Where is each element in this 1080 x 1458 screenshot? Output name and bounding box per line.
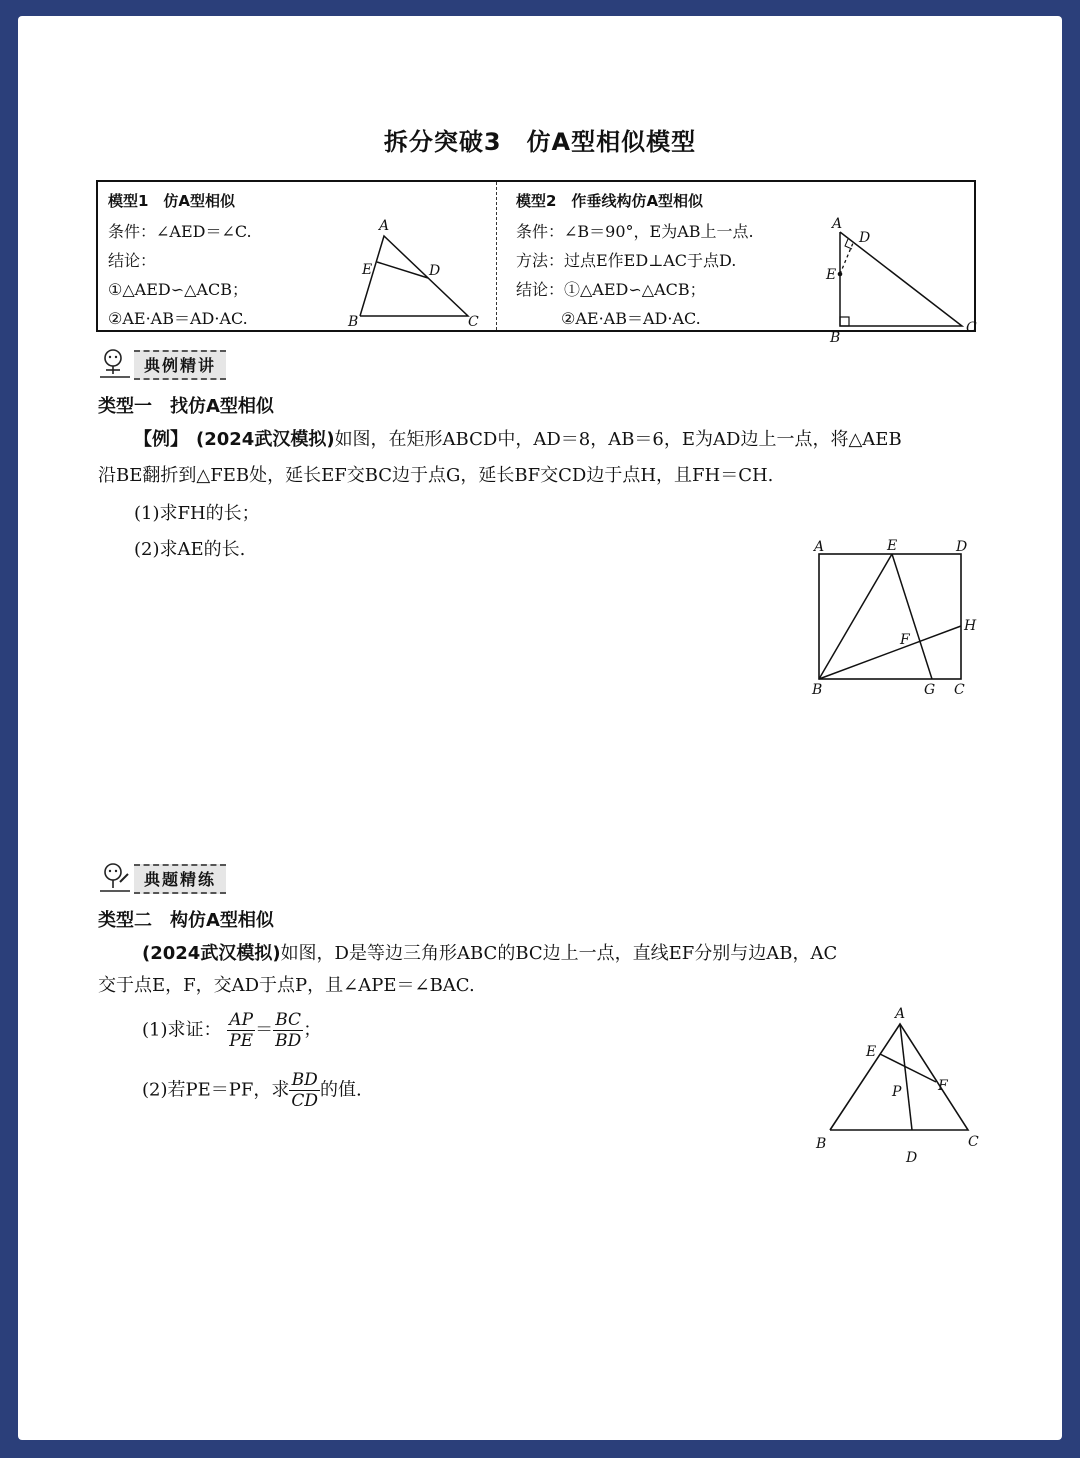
s1-label-F: F [900, 632, 910, 648]
model2-conclusion-1: 结论：①△AED∽△ACB； [516, 280, 706, 299]
m2-label-D: D [859, 230, 871, 246]
section1-question-2: (2)求AE的长. [134, 539, 246, 560]
q1-suffix: ； [303, 1019, 322, 1041]
section2-question-1 [142, 1010, 321, 1051]
section1-source: (2024武汉模拟) [196, 429, 335, 450]
s2-label-P: P [892, 1084, 902, 1100]
section2-problem-line2: 交于点E，F，交AD于点P，且∠APE＝∠BAC. [98, 975, 475, 996]
s2-label-E: E [866, 1044, 877, 1060]
m1-label-B: B [348, 314, 359, 330]
q2-frac-den: CD [291, 1091, 318, 1111]
model2-condition: 条件：∠B＝90°，E为AB上一点. [516, 222, 754, 241]
section2-line1-text: 如图，D是等边三角形ABC的BC边上一点，直线EF分别与边AB，AC [280, 943, 838, 964]
s1-label-B: B [812, 682, 823, 698]
model2-conclusion-2: ②AE·AB＝AD·AC. [561, 309, 701, 328]
model1-conclusion-label: 结论： [108, 251, 157, 270]
m1-label-E: E [362, 262, 373, 278]
s2-label-C: C [968, 1134, 979, 1150]
m2-label-E: E [826, 267, 837, 283]
model1-conclusion-1: ①△AED∽△ACB； [108, 280, 248, 299]
m1-label-A: A [379, 218, 390, 234]
m2-label-B: B [830, 330, 841, 346]
section1-type-heading: 类型一 找仿A型相似 [98, 396, 274, 417]
section1-badge: 典例精讲 [134, 350, 226, 380]
s2-label-A: A [895, 1006, 906, 1022]
s2-label-D: D [906, 1150, 918, 1166]
s1-label-C: C [954, 682, 965, 698]
s1-label-H: H [964, 618, 977, 634]
page-title: 拆分突破3 仿A型相似模型 [383, 128, 697, 156]
section1-badge-wrap [98, 346, 248, 380]
s2-label-B: B [816, 1136, 827, 1152]
mascot-icon [98, 346, 132, 380]
q1-fraction-ap-pe [227, 1010, 255, 1051]
mascot-pencil-icon [98, 860, 132, 894]
q1-frac2-num: BC [273, 1010, 303, 1031]
section2-figure [808, 1002, 988, 1166]
section1-figure [798, 534, 988, 698]
s1-label-A: A [814, 539, 825, 555]
model1-conclusion-2: ②AE·AB＝AD·AC. [108, 309, 248, 328]
m1-label-C: C [468, 314, 479, 330]
section1-problem-line1 [134, 422, 902, 458]
section2-question-2 [142, 1070, 362, 1111]
model1-condition: 条件：∠AED＝∠C. [108, 222, 252, 241]
q2-prefix: (2)若PE＝PF，求 [142, 1079, 290, 1101]
s1-label-E: E [887, 538, 898, 554]
q1-fraction-bc-bd [273, 1010, 303, 1051]
q1-frac1-den: PE [229, 1031, 254, 1051]
model-box [96, 180, 977, 346]
s1-label-G: G [924, 682, 936, 698]
q2-frac-num: BD [289, 1070, 320, 1091]
section1-problem-line2: 沿BE翻折到△FEB处，延长EF交BC边于点G，延长BF交CD边于点H，且FH＝CH. [98, 465, 774, 486]
model2-method: 方法：过点E作ED⊥AC于点D. [516, 251, 737, 270]
q1-frac1-num: AP [227, 1010, 255, 1031]
worksheet-page [18, 16, 1062, 1440]
section2-badge: 典题精练 [134, 864, 226, 894]
s2-label-F: F [938, 1078, 948, 1094]
m1-label-D: D [429, 263, 441, 279]
model2-heading: 模型2 作垂线构仿A型相似 [516, 192, 704, 210]
section2-problem-line1 [142, 936, 837, 972]
m2-label-A: A [832, 216, 843, 232]
example-tag: 【例】 [134, 429, 188, 450]
model1-heading: 模型1 仿A型相似 [108, 192, 236, 210]
q2-suffix: 的值. [320, 1079, 362, 1101]
q1-frac2-den: BD [275, 1031, 302, 1051]
section2-source: (2024武汉模拟) [142, 943, 281, 964]
section1-question-1: (1)求FH的长； [134, 503, 260, 524]
q1-equals: ＝ [255, 1019, 274, 1041]
model2-figure [798, 216, 977, 346]
model1-figure [328, 212, 488, 330]
m2-label-C: C [966, 320, 977, 336]
q1-prefix: (1)求证： [142, 1019, 222, 1041]
q2-fraction-bd-cd [289, 1070, 320, 1111]
s1-label-D: D [956, 539, 968, 555]
section2-badge-wrap [98, 860, 248, 894]
section1-line1-text: 如图，在矩形ABCD中，AD＝8，AB＝6，E为AD边上一点，将△AEB [334, 429, 902, 450]
section2-type-heading: 类型二 构仿A型相似 [98, 910, 274, 931]
model-box-divider [496, 182, 497, 330]
